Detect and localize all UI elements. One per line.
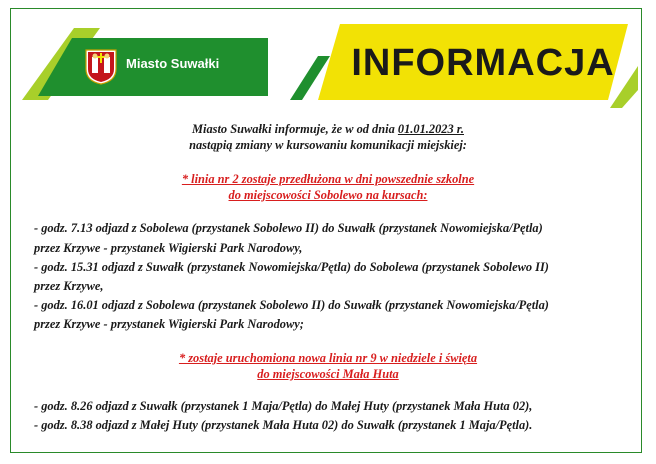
section2-heading-2: do miejscowości Mała Huta xyxy=(257,367,399,381)
section1-heading-2: do miejscowości Sobolewo na kursach: xyxy=(228,188,428,202)
effective-date: 01.01.2023 r. xyxy=(397,122,464,136)
section1-line: przez Krzywe - przystanek Wigierski Park Narodowy, xyxy=(34,241,303,255)
page-title: INFORMACJA xyxy=(351,42,615,84)
intro-line-1: Miasto Suwałki informuje, że w od dnia 01.01.2023 r. xyxy=(192,122,464,136)
section2-line: - godz. 8.26 odjazd z Suwałk (przystanek 1 Maja/Pętla) do Małej Huty (przystanek Mała Huta 02), xyxy=(34,399,533,413)
section1-heading-1: * linia nr 2 zostaje przedłużona w dni powszednie szkolne xyxy=(181,172,475,186)
intro-line-2: nastąpią zmiany w kursowaniu komunikacji miejskiej: xyxy=(189,138,467,152)
section1-line: - godz. 15.31 odjazd z Suwałk (przystanek Nowomiejska/Pętla) do Sobolewa (przystanek Sobolewo II) xyxy=(34,260,549,274)
city-crest-icon xyxy=(82,47,120,85)
section1-line: - godz. 7.13 odjazd z Sobolewa (przystanek Sobolewo II) do Suwałk (przystanek Nowomiejska/Pętla) xyxy=(34,221,543,235)
section1-line: przez Krzywe - przystanek Wigierski Park Narodowy; xyxy=(34,317,304,331)
section1-line: - godz. 16.01 odjazd z Sobolewa (przystanek Sobolewo II) do Suwałk (przystanek Nowomiejska/Pętla) xyxy=(34,298,549,312)
section2-line: - godz. 8.38 odjazd z Małej Huty (przystanek Mała Huta 02) do Suwałk (przystanek 1 Maja/Pętla). xyxy=(34,418,533,432)
section2-heading-1: * zostaje uruchomiona nowa linia nr 9 w niedziele i święta xyxy=(178,351,478,365)
section1-line: przez Krzywe, xyxy=(34,279,104,293)
logo-text: Miasto Suwałki xyxy=(126,56,220,71)
